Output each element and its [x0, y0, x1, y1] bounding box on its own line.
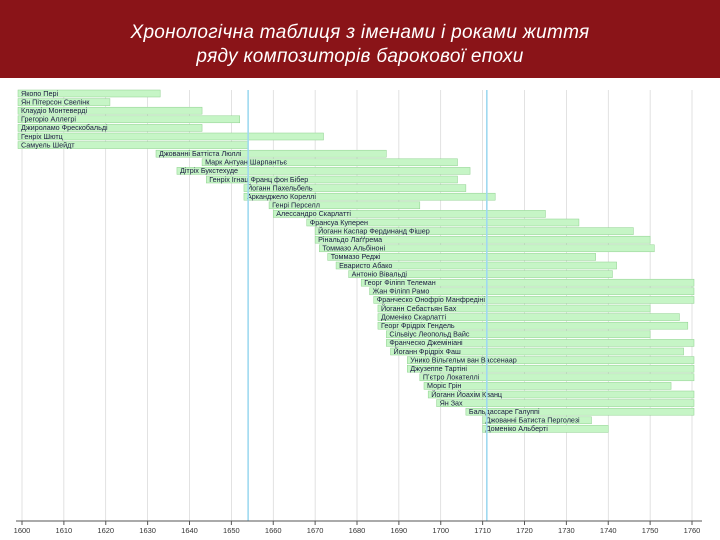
bar-label: Дітріх Букстехуде: [179, 166, 239, 176]
bar-label: Томмазо Реджі: [330, 252, 381, 262]
bar-label: Ян Пітерсон Свелінк: [21, 97, 90, 107]
x-tick-label: 1680: [348, 526, 366, 535]
x-tick-label: 1700: [432, 526, 450, 535]
x-tick-label: 1610: [55, 526, 73, 535]
bar-label: Унико Вільгельм ван Вассенаар: [410, 355, 517, 365]
bar-label: Доменіко Скарлатті: [380, 312, 447, 322]
x-tick-label: 1720: [516, 526, 533, 535]
x-tick-label: 1660: [264, 526, 282, 535]
x-tick-label: 1760: [683, 526, 701, 535]
bar-label: Генріх Шютц: [21, 131, 63, 141]
bar-label: Доменіко Альберті: [485, 424, 548, 434]
x-tick-label: 1740: [599, 526, 617, 535]
x-tick-label: 1690: [390, 526, 408, 535]
bar-label: Алессандро Скарлатті: [276, 209, 352, 219]
chart-title-line-1: Хронологічна таблиця з іменами і роками життя: [130, 22, 590, 43]
bar-label: Сільвіус Леопольд Вайс: [389, 329, 470, 339]
bar-label: Еваристо Абако: [339, 260, 393, 270]
title-banner: [0, 0, 720, 78]
bar-label: Жан Філіпп Рамо: [372, 286, 430, 296]
x-tick-label: 1730: [558, 526, 575, 535]
chart-title-line-2: ряду композиторів барокової епохи: [196, 46, 524, 67]
bar-label: Грегоріо Аллегрі: [21, 114, 76, 124]
bar-label: Георг Фрідріх Гендель: [380, 321, 455, 330]
bar-label: Йоганн Пахельбель: [246, 183, 313, 193]
x-tick-label: 1650: [223, 526, 240, 535]
x-tick-label: 1630: [139, 526, 156, 535]
bar-label: Джузеппе Тартіні: [410, 364, 467, 373]
bar-label: Моріс Грін: [427, 381, 462, 391]
bar-label: Йоганн Каспар Фердинанд Фішер: [318, 226, 430, 236]
bar-label: Франсуа Куперен: [309, 217, 368, 227]
bar-label: Франческо Джемініані: [389, 338, 463, 348]
bar-label: Йоганн Себастьян Бах: [380, 303, 457, 313]
timeline-bar[interactable]: [437, 400, 694, 407]
bar-label: Джованні Баттіста Люллі: [159, 149, 242, 158]
bar-label: Йоганн Йоахім Кванц: [431, 389, 503, 399]
bar-label: Томмазо Альбіноні: [322, 243, 386, 253]
bar-label: Марк Антуан Шарпантьє: [205, 157, 288, 167]
bar-label: Франческо Онофріо Манфредіні: [376, 295, 485, 305]
bar-label: Джироламо Фрескобальді: [21, 123, 108, 133]
bar-label: Ян Зах: [439, 398, 463, 408]
bar-label: Бальдассаре Галуппі: [468, 407, 540, 416]
x-tick-label: 1750: [641, 526, 659, 535]
bar-label: Клаудіо Монтеверді: [21, 106, 88, 115]
bar-label: Генрі Перселл: [272, 200, 320, 210]
x-tick-label: 1710: [474, 526, 491, 535]
x-tick-label: 1620: [97, 526, 115, 535]
bar-label: Арканджело Кореллі: [246, 192, 316, 201]
bar-label: Рінальдо Лаґґрема: [318, 235, 383, 244]
timeline-bar[interactable]: [18, 133, 324, 140]
x-tick-label: 1600: [13, 526, 31, 535]
bar-label: Самуель Шейдт: [21, 140, 75, 150]
bar-label: Генріх Ігнац Франц фон Бібер: [209, 174, 309, 184]
x-tick-label: 1640: [181, 526, 198, 535]
bar-label: Йоганн Фрідріх Фаш: [393, 346, 461, 356]
bar-label: Антоніо Вівальді: [351, 269, 408, 279]
bar-label: Георг Філіпп Телеман: [364, 278, 436, 287]
bar-label: Джованні Батиста Перголезі: [485, 415, 580, 425]
bar-label: Якопо Пері: [21, 88, 59, 98]
timeline-chart: [0, 80, 720, 540]
x-tick-label: 1670: [306, 526, 324, 535]
bar-label: Пʼєтро Локателлі: [422, 372, 480, 382]
